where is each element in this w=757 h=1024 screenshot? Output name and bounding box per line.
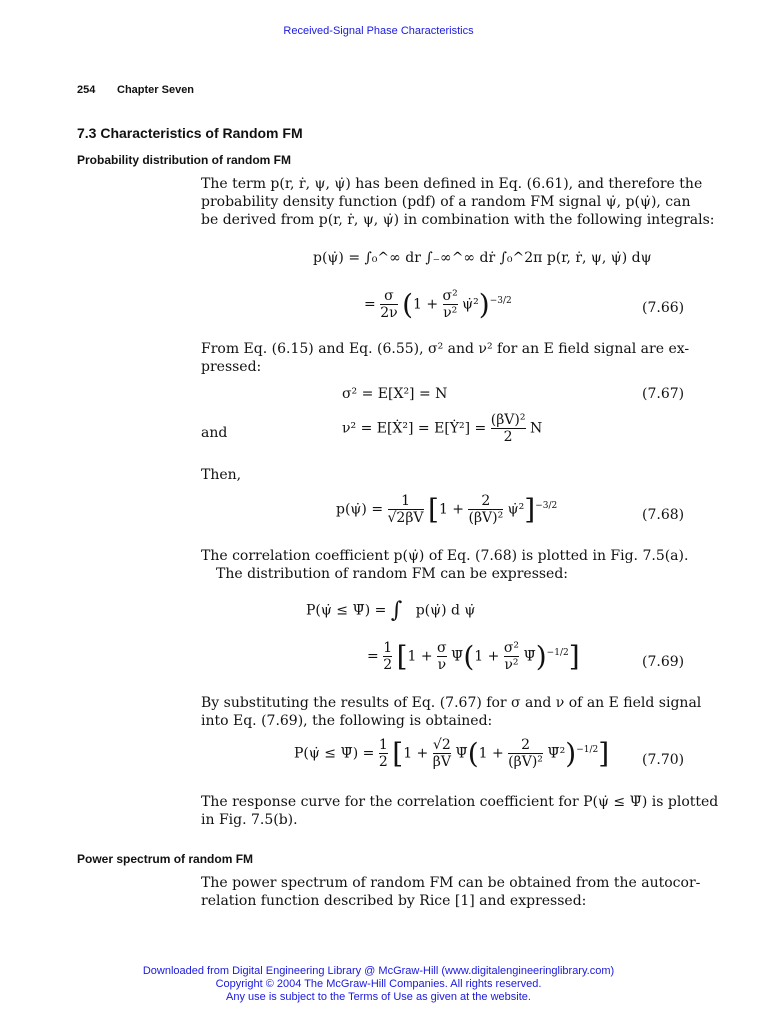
eq-text: p(ψ̇) d ψ̇ (415, 602, 476, 619)
paren: ( (402, 288, 413, 321)
footer-download-link[interactable]: Downloaded from Digital Engineering Library @ McGraw-Hill (www.digitalengineeringlibrary.com) (142, 965, 615, 977)
bracket: ] (524, 493, 536, 526)
equation-7-67: σ² = E[X²] = N (342, 386, 448, 402)
exponent: −1/2 (576, 744, 599, 755)
denominator: βV (432, 754, 451, 770)
page-number: 254 (77, 84, 96, 96)
subsection-heading-power-spectrum: Power spectrum of random FM (77, 852, 254, 866)
paren: ( (467, 737, 479, 770)
fraction (388, 493, 424, 526)
denominator: 2ν (380, 305, 398, 321)
paragraph-line: into Eq. (7.69), the following is obtained: (201, 713, 493, 729)
denominator: 2 (378, 754, 388, 770)
section-title: 7.3 Characteristics of Random FM (77, 125, 303, 141)
equation-number: (7.67) (642, 386, 685, 402)
chapter-title: Chapter Seven (117, 84, 195, 96)
word-then: Then, (201, 467, 242, 483)
bracket: [ (392, 737, 404, 770)
denominator: √2βV (387, 510, 424, 526)
numerator: √2 (432, 737, 451, 753)
denominator: ν (437, 657, 447, 673)
denominator: 2 (383, 657, 393, 673)
numerator: 1 (378, 737, 388, 753)
equation-7-69-result: = $\frac{1}{2}$ [1 + $\frac{\sigma}{\nu}$ Ψ̇(1 + $\frac{\text{σ²}}{\text{ν²}}$ Ψ̇)$^{-1/2}$] (367, 640, 580, 673)
equation-number: (7.68) (642, 507, 685, 523)
exponent: −3/2 (535, 500, 558, 511)
numerator: (βV)² (490, 412, 526, 428)
word-and: and (201, 425, 228, 441)
paragraph-line: pressed: (201, 359, 262, 375)
eq-text: P(ψ̇ ≤ Ψ̇) = (294, 745, 375, 762)
fraction (491, 412, 526, 445)
subsection-heading-probability: Probability distribution of random FM (77, 153, 291, 167)
paragraph-line: The response curve for the correlation coefficient for P(ψ̇ ≤ Ψ̇) is plotted (201, 794, 719, 810)
equation-number: (7.70) (642, 752, 685, 768)
numerator: σ (437, 640, 447, 656)
bracket: ] (568, 640, 580, 673)
numerator: σ² (503, 640, 519, 656)
eq-text: ν² = E[Ẋ²] = E[Ẏ²] = (342, 420, 487, 437)
denominator: ν² (443, 305, 458, 321)
top-title-link[interactable]: Received-Signal Phase Characteristics (283, 25, 474, 37)
equation-7-68: p(ψ̇) = $\frac{1}{√2\beta V}$ [1 + $\frac{2}{\text{(βV)²}}$ ψ̇²]$^{-3/2}$ (336, 493, 558, 526)
bracket: [ (428, 493, 439, 526)
paragraph-line: The term p(r, ṙ, ψ, ψ̇) has been defined in Eq. (6.61), and therefore the (201, 176, 703, 192)
equation-number: (7.66) (642, 300, 685, 316)
equation-7-69-integral (306, 598, 475, 623)
fraction (468, 493, 503, 526)
footer-copyright[interactable]: Copyright © 2004 The McGraw-Hill Companies. All rights reserved. (215, 978, 542, 990)
fraction (443, 288, 458, 321)
numerator: 2 (521, 737, 530, 753)
equation-7-70: P(ψ̇ ≤ Ψ̇) = $\frac{1}{2}$ [1 + $\frac{√2}{\beta V}$ Ψ̇(1 + $\frac{2}{\text{(βV)²}}$ Ψ̇²)$^{-1/2}$] (294, 737, 610, 770)
integral-sign: ∫ (390, 598, 403, 623)
eq-text: P(ψ̇ ≤ Ψ̇) = (306, 602, 387, 619)
fraction (508, 737, 543, 770)
paragraph-line: The power spectrum of random FM can be obtained from the autocor- (201, 875, 701, 891)
paren: ) (535, 640, 547, 673)
denominator: ν² (504, 657, 519, 673)
fraction (379, 737, 388, 770)
fraction (504, 640, 519, 673)
paragraph-line: be derived from p(r, ṙ, ψ, ψ̇) in combination with the following integrals: (201, 212, 715, 228)
paren: ) (478, 288, 490, 321)
paren: ( (463, 640, 475, 673)
exponent: −1/2 (546, 647, 569, 658)
numerator: 1 (383, 640, 393, 656)
equation-7-66-integral: p(ψ̇) = ∫₀^∞ dr ∫₋∞^∞ dṙ ∫₀^2π p(r, ṙ, ψ, ψ̇) dψ (313, 250, 652, 266)
equation-7-67-nu (342, 412, 542, 445)
fraction (383, 640, 392, 673)
fraction (380, 288, 397, 321)
numerator: σ (384, 288, 394, 304)
denominator: (βV)² (508, 754, 543, 770)
paragraph-line: From Eq. (6.15) and Eq. (6.55), σ² and ν² for an E field signal are ex- (201, 341, 690, 357)
paren: ) (565, 737, 577, 770)
fraction (433, 737, 451, 770)
paragraph-line: By substituting the results of Eq. (7.67) for σ and ν of an E field signal (201, 695, 702, 711)
eq-text: p(ψ̇) = (336, 501, 384, 518)
equation-7-66-result: = $\frac{\sigma}{2\nu}$ (1 + $\frac{\text{σ²}}{\text{ν²}}$ ψ̇²)$^{-3/2}$ (364, 288, 512, 321)
bracket: [ (396, 640, 408, 673)
denominator: (βV)² (468, 510, 504, 526)
numerator: σ² (442, 288, 458, 304)
paragraph-line: relation function described by Rice [1] and expressed: (201, 893, 587, 909)
denominator: 2 (491, 428, 526, 445)
paragraph-line: The distribution of random FM can be expressed: (216, 566, 569, 582)
paragraph-line: The correlation coefficient p(ψ̇) of Eq. (7.68) is plotted in Fig. 7.5(a). (201, 548, 689, 564)
fraction (437, 640, 447, 673)
numerator: 1 (401, 493, 410, 509)
bracket: ] (598, 737, 610, 770)
paragraph-line: in Fig. 7.5(b). (201, 812, 298, 828)
exponent: −3/2 (489, 295, 512, 306)
equation-number: (7.69) (642, 654, 685, 670)
eq-text: = (364, 296, 376, 313)
paragraph-line: probability density function (pdf) of a random FM signal ψ̇, p(ψ̇), can (201, 194, 691, 210)
footer-terms[interactable]: Any use is subject to the Terms of Use as given at the website. (226, 991, 531, 1003)
eq-text: N (529, 420, 543, 437)
numerator: 2 (481, 493, 491, 509)
